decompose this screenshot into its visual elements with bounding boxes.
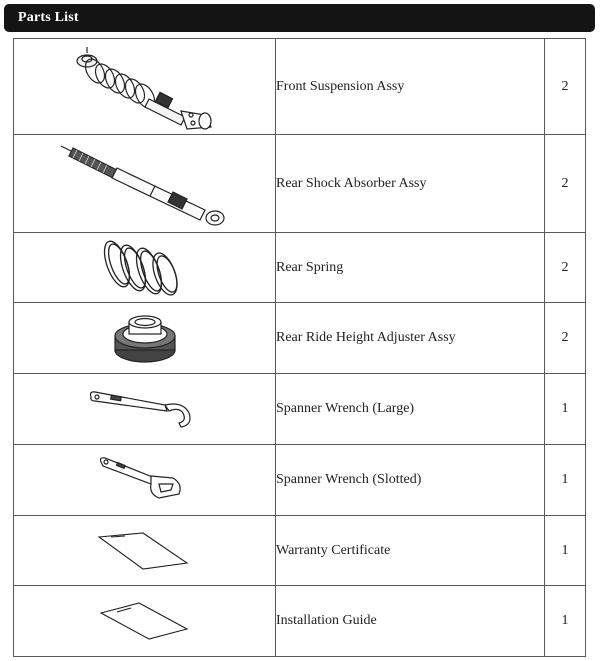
installation-guide-icon <box>95 599 195 643</box>
parts-table <box>13 38 586 657</box>
part-image-cell <box>14 39 276 135</box>
part-name: Spanner Wrench (Large) <box>276 374 545 445</box>
part-name: Rear Shock Absorber Assy <box>276 135 545 233</box>
ride-height-adjuster-icon <box>105 306 185 370</box>
part-qty: 1 <box>545 586 586 657</box>
rear-spring-icon <box>95 236 195 300</box>
part-image-cell <box>14 135 276 233</box>
part-image-cell <box>14 233 276 303</box>
part-qty: 2 <box>545 233 586 303</box>
header-title: Parts List <box>18 10 79 25</box>
warranty-certificate-icon <box>95 529 195 573</box>
part-qty: 1 <box>545 445 586 516</box>
part-name: Warranty Certificate <box>276 516 545 586</box>
table-row <box>14 233 586 303</box>
part-image-cell <box>14 516 276 586</box>
part-qty: 2 <box>545 303 586 374</box>
front-suspension-icon <box>65 43 225 131</box>
table-row <box>14 445 586 516</box>
table-row <box>14 516 586 586</box>
part-qty: 1 <box>545 374 586 445</box>
part-image-cell <box>14 303 276 374</box>
part-name: Rear Spring <box>276 233 545 303</box>
part-name: Installation Guide <box>276 586 545 657</box>
rear-shock-absorber-icon <box>55 140 235 228</box>
part-name: Rear Ride Height Adjuster Assy <box>276 303 545 374</box>
table-row <box>14 135 586 233</box>
part-image-cell <box>14 586 276 657</box>
part-qty: 1 <box>545 516 586 586</box>
part-image-cell <box>14 445 276 516</box>
part-name: Spanner Wrench (Slotted) <box>276 445 545 516</box>
parts-list-header <box>4 4 595 32</box>
table-row <box>14 39 586 135</box>
part-image-cell <box>14 374 276 445</box>
part-qty: 2 <box>545 135 586 233</box>
part-name: Front Suspension Assy <box>276 39 545 135</box>
table-row <box>14 374 586 445</box>
spanner-wrench-slotted-icon <box>95 454 195 506</box>
table-row <box>14 586 586 657</box>
table-row <box>14 303 586 374</box>
spanner-wrench-large-icon <box>85 387 205 431</box>
part-qty: 2 <box>545 39 586 135</box>
